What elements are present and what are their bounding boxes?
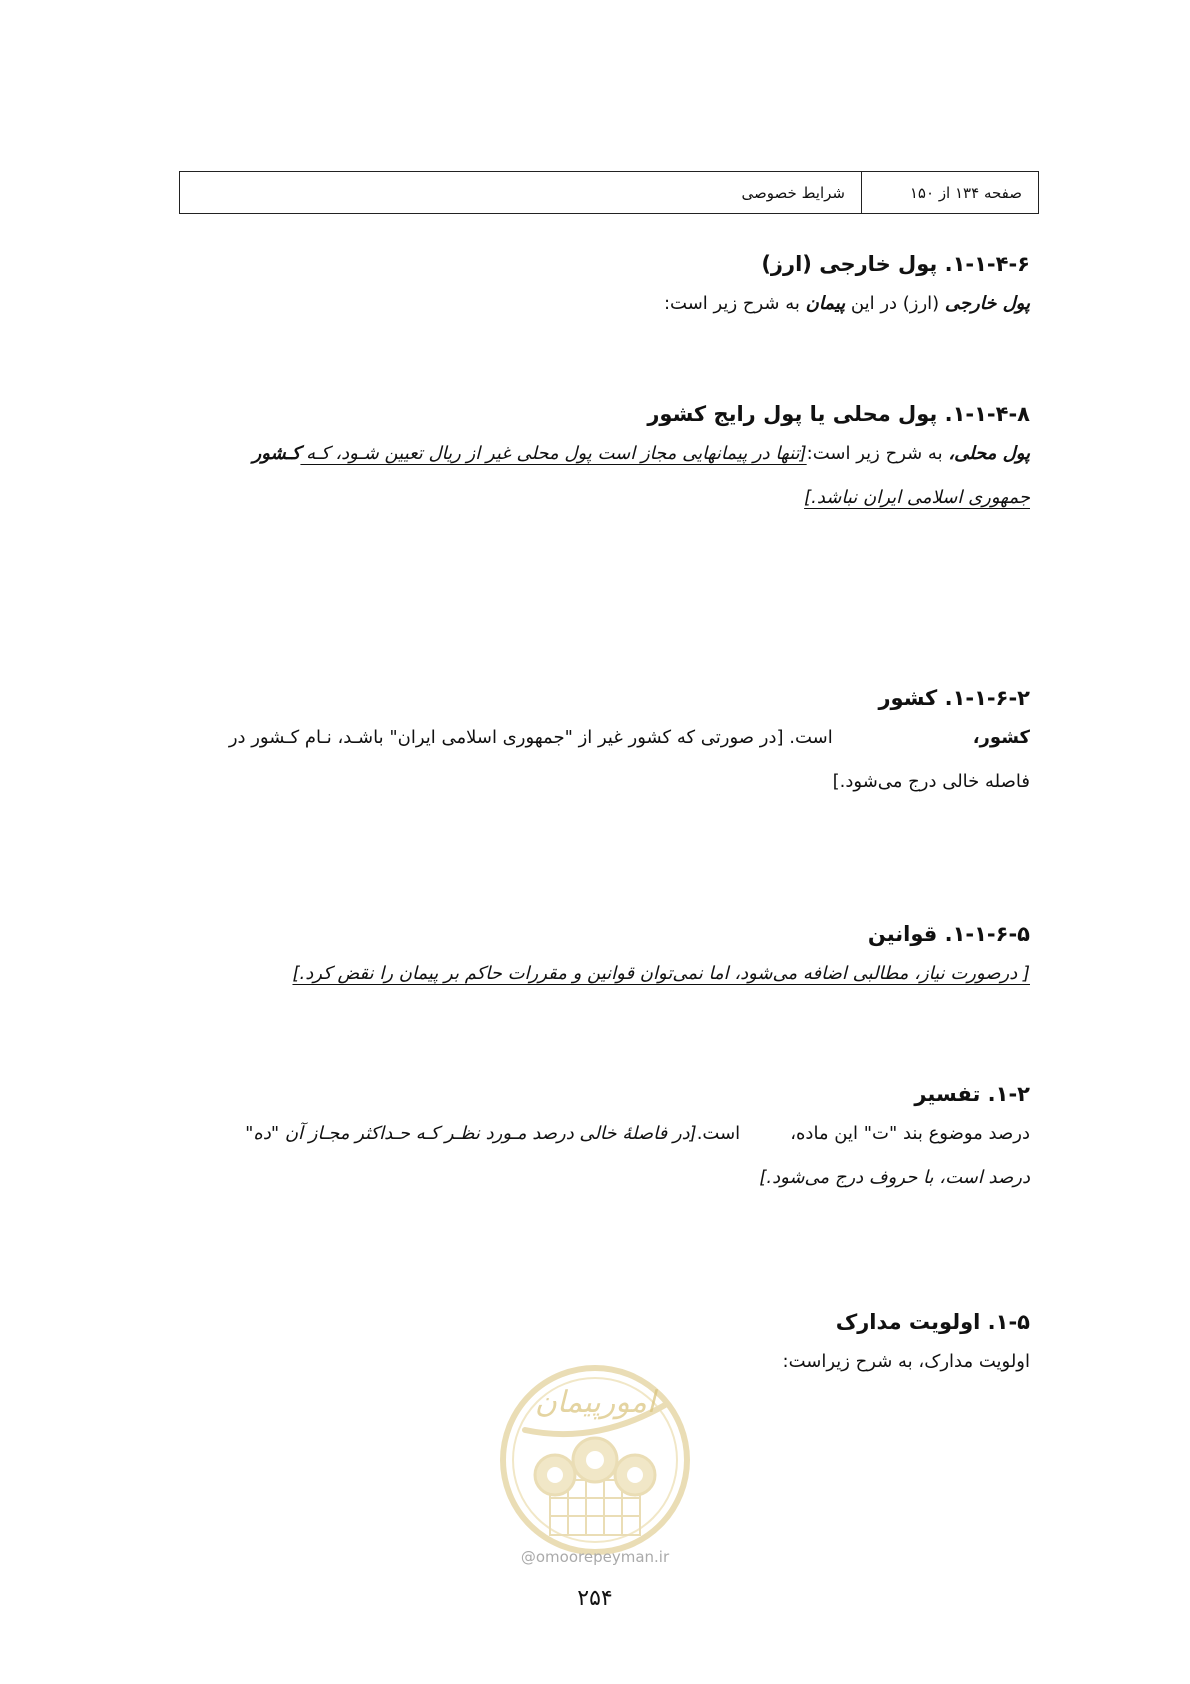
italic-note: درصد است، با حروف درج می‌شود.] — [759, 1167, 1030, 1188]
page-indicator: صفحه ۱۳۴ از ۱۵۰ — [861, 172, 1038, 213]
bold-term: پول خارجی — [944, 293, 1030, 314]
watermark-logo-text: امورپیمان — [534, 1385, 656, 1420]
text: به شرح زیر است: — [806, 443, 949, 464]
text: است. [در صورتی که کشور غیر از "جمهوری اسلامی ایران" باشـد، نـام کـشور در — [228, 727, 833, 748]
section-heading: ۱-۱-۴-۸. پول محلی یا پول رایج کشور — [647, 402, 1030, 426]
section-laws — [170, 922, 1030, 996]
watermark-site: @omoorepeyman.ir — [520, 1548, 670, 1566]
bold-term: پیمان — [805, 293, 846, 314]
section-label: شرایط خصوصی — [741, 183, 845, 202]
section-paragraph — [170, 1112, 1030, 1200]
section-foreign-currency — [170, 252, 1030, 326]
section-heading: ۱-۱-۶-۲. کشور — [878, 686, 1030, 710]
section-heading: ۱-۵. اولویت مدارک — [835, 1310, 1030, 1334]
section-local-currency — [170, 402, 1030, 520]
italic-note: جمهوری اسلامی ایران نباشد.] — [804, 487, 1030, 508]
section-heading: ۱-۱-۶-۵. قوانین — [867, 922, 1030, 946]
text: (ارز) در این — [845, 293, 945, 314]
page-number: ۲۵۴ — [577, 1586, 613, 1611]
italic-note: [تنها در پیمانهایی مجاز است پول محلی غیر از ریال تعیین شـود، کـه — [300, 443, 807, 464]
section-paragraph — [170, 952, 1030, 996]
text: به شرح زیر است: — [663, 293, 806, 314]
section-paragraph — [170, 716, 1030, 804]
section-heading: ۱-۲. تفسیر — [914, 1082, 1030, 1106]
bold-term: کشور، — [972, 727, 1030, 748]
page-header — [179, 171, 1039, 214]
section-country — [170, 686, 1030, 804]
section-interpretation — [170, 1082, 1030, 1200]
bold-term: پول محلی، — [948, 443, 1030, 464]
watermark-logo-icon — [495, 1360, 695, 1560]
italic-note: [ درصورت نیاز، مطالبی اضافه می‌شود، اما نمی‌توان قوانین و مقررات حاکم بر پیمان را نقض کرد.] — [292, 963, 1030, 984]
text: فاصله خالی درج می‌شود.] — [832, 771, 1030, 792]
bold-term: کـشور — [252, 443, 301, 464]
italic-note: [در فاصلهٔ خالی درصد مـورد نظـر کـه حـداکثر مجـاز آن "ده" — [245, 1123, 697, 1144]
text: درصد موضوع بند "ت" این ماده، — [790, 1123, 1030, 1144]
section-heading: ۱-۱-۴-۶. پول خارجی (ارز) — [761, 252, 1030, 276]
section-paragraph — [170, 432, 1030, 520]
section-paragraph — [170, 282, 1030, 326]
text: اولویت مدارک، به شرح زیراست: — [782, 1351, 1030, 1372]
text: است. — [696, 1123, 741, 1144]
